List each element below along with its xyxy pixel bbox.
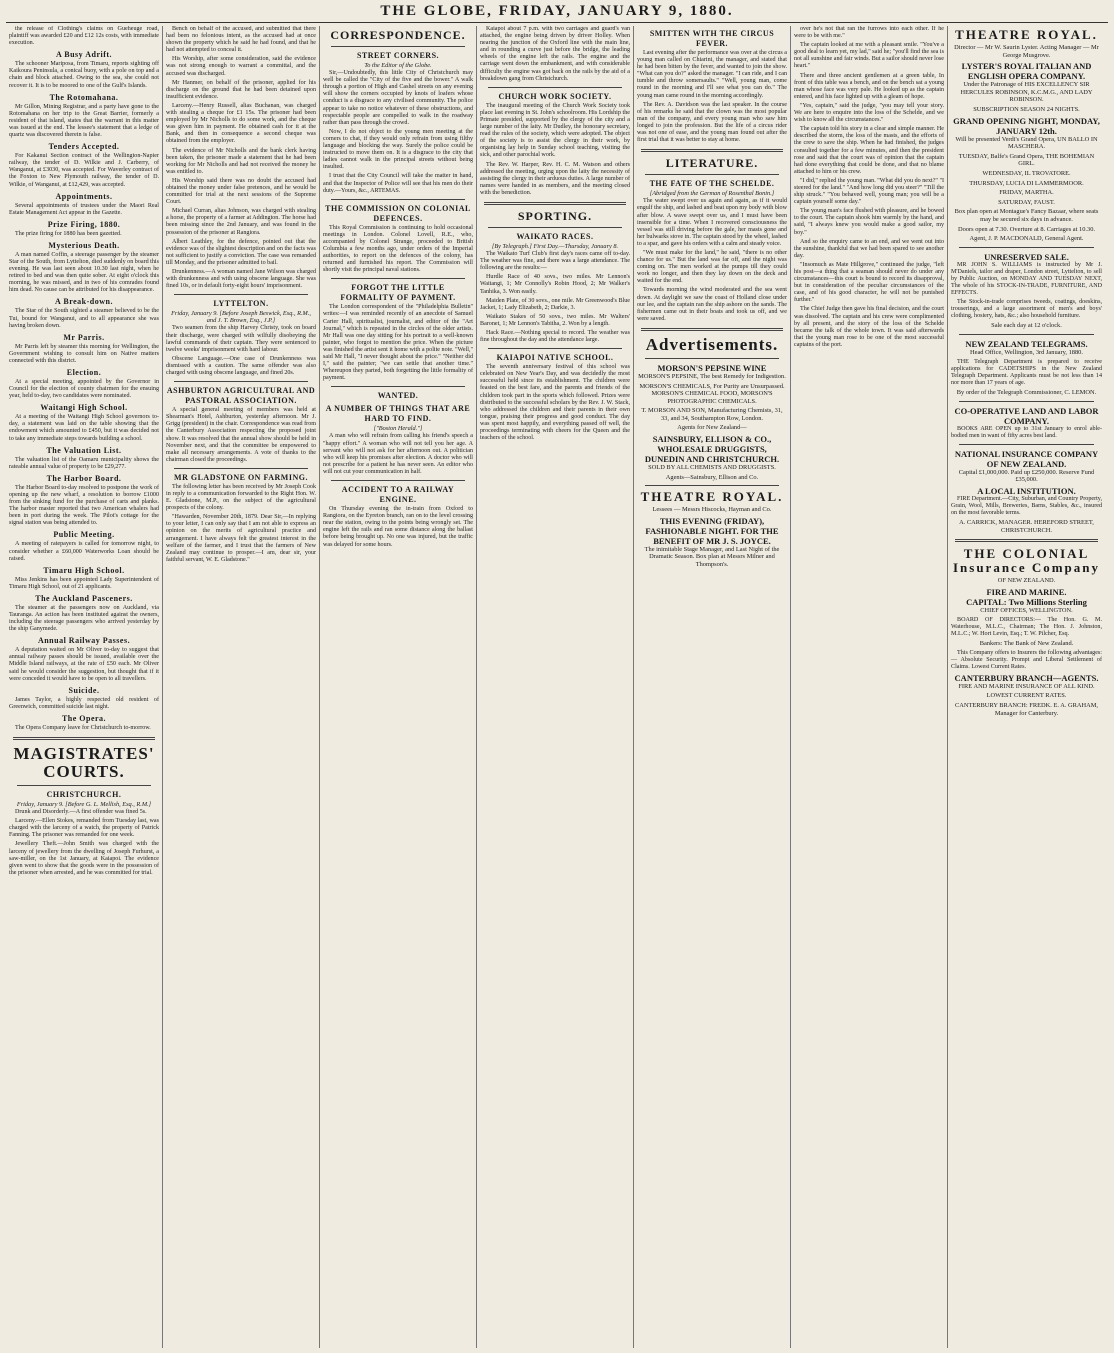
columns <box>6 26 1108 1348</box>
ad-title: UNRESERVED SALE. <box>984 251 1069 262</box>
article-text: A man named Coffin, a steerage passenger by the steamer Star of the South, from Lyttelton, died suddenly on board this evening. He was last seen about 10.30 last night, when he retired to bed and was then quite sober. At eight o'clock this morning, he was missed, and in two of his comrades found him dead. No cause can be attributed for his disappearance. <box>9 251 159 294</box>
ad-text: TUESDAY, Balfe's Grand Opera, THE BOHEMIAN GIRL. <box>958 152 1095 168</box>
article-heading: Mr Parris. <box>63 332 105 342</box>
divider <box>174 381 308 382</box>
article-heading: Election. <box>66 368 102 377</box>
article-text: The Opera Company leave for Christchurch to-morrow. <box>15 724 151 731</box>
divider <box>174 468 308 469</box>
article-text: The captain looked at me with a pleasant smile. "You've a good deal to learn yet, my lad," said he; "you'll find the sea is not all sunshine and fair winds. But a sailor should never lose heart." <box>794 42 944 70</box>
article-text: Sir,—Undoubtedly, this little City of Christchurch may well be called the "City of the five and the bower." A walk through a portion of High and Cashel streets on any evening will show the corners occupied by knots of loafers whose conduct is a disgrace to any civilised community. The police appear to take no notice whatever of these obstructions, and respectable people are compelled to walk in the roadway rather than pass through the crowd. <box>323 70 473 126</box>
ad-text: THE Telegraph Department is prepared to receive applications for CADETSHIPS in the New Zealand Telegraph Department. Applicants must be not less than 14 nor more than 17 years of age. <box>951 358 1102 386</box>
divider <box>959 247 1094 248</box>
article-text: On Thursday evening the in-train from Oxford to Rangiora, on the Eyreton branch, ran on to the level crossing near the station, owing to the points being wrongly set. The engine left the rails and ran some distance along the ballast before being brought up. No one was injured, but the traffic was delayed for some hours. <box>323 506 473 548</box>
article-text: the release of Clothing's claims on Gueheuge road, plaintiff was awarded £20 and £12 12s costs, with immediate execution. <box>9 26 159 47</box>
article-text: Michael Curran, alias Johnson, was charged with stealing a horse, the property of a farmer at Addington. The horse had been missing since the 2nd January, and was found in the possession of the prisoner at Rangiora. <box>166 208 316 236</box>
article-heading: WANTED. <box>377 391 419 401</box>
divider <box>331 199 465 200</box>
ad-text: SUBSCRIPTION SEASON 24 NIGHTS. <box>973 105 1080 113</box>
article-text: Maiden Plate, of 30 sovs., one mile. Mr Greenwood's Blue Jacket, 1; Lady Elizabeth, 2; Darkie, 3. <box>480 297 630 311</box>
ad-title: MORSON'S PEPSINE WINE <box>657 362 767 373</box>
article-text: Hurdle Race of 40 sovs., two miles. Mr Lennon's Waitangi, 1; Mr Connolly's Robin Hood, 2; Mr Walker's Tanhika, 3. Won easily. <box>480 274 630 295</box>
article-text: Kaiapoi about 7 p.m. with two carriages and guard's van attached, the engine being driven by driver Holley. When nearing the junction of the Oxford line with the main line, and in rounding a curve just before the bridge, the leading wheels of the engine left the rails. The engine and the carriage went down the embankment, and with considerable difficulty the engine was got back on the rails by the aid of a breakdown gang from Christchurch. <box>480 26 630 82</box>
article-text: The Rev. A. Davidson was the last speaker. In the course of his remarks he said that the clown was the most popular man of the company, and every young man who saw him longed to join the profession. But the life of a circus rider was not one of ease, and the young man found out after the first trial that it was better to stay at home. <box>637 101 787 144</box>
article-text: Mr Parris left by steamer this morning for Wellington, the Government wishing to consult him on Native matters connected with this district. <box>9 343 159 364</box>
article-text: Obscene Language.—One case of Drunkenness was dismissed with a caution. The same offender was also charged with using obscene language, and fined 20s. <box>166 355 316 377</box>
article-text: Now, I do not object to the young men meeting at the corners to chat, if they would only refrain from using filthy language and blocking the way. Surely the police could be instructed to move them on. It is a disgrace to the city that ladies cannot walk in the principal streets without being insulted. <box>323 128 473 171</box>
article-heading: Public Meeting. <box>53 530 115 540</box>
divider <box>174 294 308 295</box>
divider <box>959 444 1094 445</box>
divider <box>488 227 622 228</box>
article-heading: THE FATE OF THE SCHELDE. <box>649 179 775 189</box>
article-text: Drunkenness.—A woman named Jane Wilson was charged with drunkenness and with using obscene language. She was fined 10s, or in default forty-eight hours' imprisonment. <box>166 269 316 290</box>
section-divider <box>641 328 783 331</box>
ad-text: Director — Mr W. Saurin Lyster. Acting Manager — Mr George Musgrove. <box>954 44 1099 59</box>
article-text: This Royal Commission is continuing to hold occasional meetings in London. Colonel Lovell, R.E., who, accompanied by Colonel Strange, proceeded to British Columbia a few months ago, under orders of the Imperial authorities, to report on the defences of the colony, has returned and furnished his report. The Commission will shortly visit the principal naval stations. <box>323 224 473 274</box>
article-text: The water swept over us again and again, as if it would engulf the ship, and lashed and beat upon my body with blow after blow. A wave swept over us, and I must have been insensible for a time. When I recovered consciousness the vessel was still driving before the gale, her masts gone and her bulwarks stove in. The captain stood by the wheel, lashed to a spar, and gave his orders with a calm and steady voice. <box>637 198 787 247</box>
article-subheading: [By Telegraph.] First Day.—Thursday, January 8. <box>491 242 619 250</box>
article-text: The Waikato Turf Club's first day's races came off to-day. The weather was fine, and there was a large attendance. The following are the results:— <box>480 251 630 272</box>
ad-text: Sale each day at 12 o'clock. <box>991 322 1062 330</box>
article-text: Several appointments of trustees under the Maori Real Estate Management Act appear in the Gazette. <box>9 202 159 216</box>
ad-text: This Company offers to Insurers the following advantages:— Absolute Security. Prompt and Liberal Settlement of Claims. Lowest Current Rates. <box>951 649 1102 670</box>
article-subheading: To the Editor of the Globe. <box>364 62 432 69</box>
column-1 <box>6 26 163 1348</box>
divider <box>331 386 465 387</box>
divider <box>959 401 1094 402</box>
article-text: The prize firing for 1880 has been gazetted. <box>15 230 122 237</box>
article-heading: STREET CORNERS. <box>356 51 440 60</box>
ad-text: OF NEW ZEALAND. <box>997 577 1056 585</box>
article-text: Larceny.—Henry Russell, alias Buchanan, was charged with stealing a cheque for £1 15s. The prisoner had been employed by Mr Nicholls to do some work, and the cheque was given him in payment. He obtained cash for it at the Bank, and then in consequence a second cheque was obtained from the employer. <box>166 102 316 145</box>
article-heading: The Valuation List. <box>46 445 122 455</box>
ad-title: THIS EVENING (FRIDAY), FASHIONABLE NIGHT. FOR THE BENEFIT OF MR J. S. JOYCE. <box>645 515 779 546</box>
section-heading: Advertisements. <box>645 334 779 354</box>
divider <box>488 348 622 349</box>
article-text: The inaugural meeting of the Church Work Society took place last evening in St. John's schoolroom. His Lordship the Primate presided, supported by the clergy of the city and a large number of the laity. Mr Dudley, the honorary secretary, read the rules of the society, which were adopted. The object of the society is to assist the clergy in their work, by organising lay help in Sunday school teaching, visiting the sick, and other parochial work. <box>480 102 630 159</box>
column-2 <box>163 26 320 1348</box>
column-3 <box>320 26 477 1348</box>
article-text: The young man's face flushed with pleasure, and he bowed to the court. The captain shook him warmly by the hand, and said, "I always knew you would make a good sailor, my boy." <box>794 208 944 236</box>
article-text: A meeting of ratepayers is called for tomorrow night, to consider whether a £60,000 Waterworks Loan should be raised. <box>9 541 159 562</box>
ad-text: BOARD OF DIRECTORS:— The Hon. G. M. Waterhouse, M.L.C., Chairman; The Hon. J. Johnston, M.L.C.; W. Hort Levin, Esq.; T. W. Pilcher, Esq. <box>951 616 1102 637</box>
article-heading: CHRISTCHURCH. <box>46 790 122 799</box>
column-4 <box>477 26 634 1348</box>
article-text: Miss Jenkins has been appointed Lady Superintendent of Timaru High School, out of 21 applicants. <box>9 576 159 590</box>
article-text: At a meeting of the Waitangi High School governors to-day, a statement was laid on the table showing that the endowment which amounted to £450, but it was decided not to take any immediate steps towards building a school. <box>9 414 159 442</box>
ad-text: SATURDAY, FAUST. <box>998 198 1055 206</box>
article-text: There and three ancient gentlemen at a green table, In front of this table was a bench, and on the bench sat a young man whose face was very pale. He looked up as the captain entered, and his face lighted up with a gleam of hope. <box>794 72 944 100</box>
article-text: over he's not that ran the furrows into each other. If he were to be with me." <box>794 26 944 40</box>
article-heading: Annual Railway Passes. <box>37 636 131 646</box>
ad-title: A LOCAL INSTITUTION. <box>977 485 1076 496</box>
section-heading: CORRESPONDENCE. <box>330 28 466 42</box>
article-heading: A Break-down. <box>55 297 113 307</box>
article-text: The evidence of Mr Nicholls and the bank clerk having been taken, the prisoner made a statement that he had been working for Mr Nicholls and had not received the money he was entitled to. <box>166 147 316 175</box>
article-heading: The Rotomahana. <box>49 92 119 102</box>
article-heading: Prize Firing, 1880. <box>47 219 121 229</box>
article-text: Two seamen from the ship Harvey Christy, took on board their discharge, were charged with wilfully disobeying the lawful commands of their captain. They were sentenced to twelve weeks' imprisonment with hard labour. <box>166 325 316 353</box>
ad-text: WEDNESDAY, IL TROVATORE. <box>982 169 1071 177</box>
column-6 <box>791 26 948 1348</box>
article-heading: The Opera. <box>61 713 107 723</box>
divider <box>17 785 151 786</box>
ad-title: CO-OPERATIVE LAND AND LABOR COMPANY. <box>954 405 1099 426</box>
article-heading: FORGOT THE LITTLE FORMALITY OF PAYMENT. <box>340 283 456 303</box>
article-text: Bench on behalf of the accused, and submitted that there had been no felonious intent, as the accused had at once shown the property which he said he had found, and that he had not attempted to conceal it. <box>166 26 316 54</box>
ad-title: THEATRE ROYAL. <box>640 489 784 505</box>
article-subheading: Friday, January 9. [Before Joseph Beswick, Esq., R.M., and J. T. Brown, Esq., J.P.] <box>171 310 311 325</box>
ad-title: GRAND OPENING NIGHT, MONDAY, JANUARY 12th. <box>953 115 1100 136</box>
ad-title: CANTERBURY BRANCH—AGENTS. <box>954 672 1099 683</box>
ad-text: Will be presented Verdi's Grand Opera, UN BALLO IN MASCHERA. <box>955 135 1098 151</box>
ad-text: Lessees — Messrs Hiscocks, Hayman and Co. <box>652 506 772 514</box>
article-heading: Suicide. <box>68 685 100 695</box>
ad-text: Doors open at 7.30. Overture at 8. Carriages at 10.30. <box>957 225 1095 233</box>
ad-text: Head Office, Wellington, 3rd January, 1880. <box>970 349 1083 357</box>
article-text: Towards morning the wind moderated and the sea went down. At daylight we saw the coast of Holland close under our lee, and the captain ran the ship ashore on the sands. The fishermen came out in their boats and took us off, and we were saved. <box>637 287 787 322</box>
ad-text: Agents—Sainsbury, Ellison and Co. <box>665 473 759 481</box>
ad-text: BOOKS ARE OPEN up to 31st January to enrol able-bodied men in want of fifty acres best land. <box>951 425 1102 439</box>
ad-title: CAPITAL: Two Millions Sterling <box>966 597 1087 608</box>
ad-text: MR JOHN S. WILLIAMS is instructed by Mr J. M'Daniels, tailor and draper, London street, Lyttelton, to sell by Public Auction, on MONDAY AND TUESDAY NEXT, The whole of his STOCK-IN-TRADE, FURNITURE, AND EFFECTS. <box>951 261 1102 297</box>
article-text: "Yes, captain," said the judge, "you may tell your story. We are here to enquire into the loss of the Schelde, and we wish to know all the circumstances." <box>794 102 944 124</box>
ad-text: Capital £1,000,000. Paid up £250,000. Reserve Fund £35,000. <box>958 468 1095 484</box>
article-heading: MR GLADSTONE ON FARMING. <box>174 472 308 482</box>
article-heading: SMITTEN WITH THE CIRCUS FEVER. <box>649 29 775 48</box>
article-text: Last evening after the performance was over at the circus a young man called on Chiarini, the manager, and stated that he had been bitten by the fever, and wanted to join the show. "What can you do?" asked the manager. "I can ride, and I can tumble and throw somersaults." "Well, young man, come round in the morning and I'll see what you can do." The young man came round in the morning accordingly. <box>637 50 787 99</box>
divider <box>959 334 1094 335</box>
article-text: Drunk and Disorderly.—A first offender was fined 5s. <box>15 809 147 816</box>
ad-text: CHIEF OFFICES, WELLINGTON. <box>980 607 1073 615</box>
article-text: The schooner Mariposa, from Timaru, reports sighting off Kaikoura Peninsula, a conical buoy, with a pole on top and a chain and block attached. Owing to the sea, she could not recover it. It is to be moored to one of the Gulf's Islands. <box>9 61 159 89</box>
ad-text: MORSON'S PEPSINE, The best Remedy for Indigestion. <box>638 372 786 380</box>
article-text: Mr Gillon, Mining Registrar, and a party have gone to the Rotomahana on her trip to the Great Barrier, formerly a resident of that island, states that the warrant in this matter was issued at the end. The lessee's statement that a ledge of quartz was discovered therein is false. <box>9 103 159 139</box>
article-text: The seventh anniversary festival of this school was celebrated on New Year's Day, and was decidedly the most successful held since its establishment. The children were feasted on the best fare, and the parents and friends of the children took part in the sports which followed. Prizes were distributed to the successful scholars by the Rev. J. W. Stack, who addressed the children and their parents in their own tongue, praising their progress and good conduct. The day was spent most happily, and everything passed off well, the proceedings terminating with cheers for the Queen and the teachers of the school. <box>480 364 630 442</box>
ad-text: FRIDAY, MARTHA. <box>999 189 1054 197</box>
article-heading: KAIAPOI NATIVE SCHOOL. <box>496 353 614 363</box>
article-text: Albert Leathley, for the defence, pointed out that the evidence was of the slightest description and on the facts was not sufficient to justify a conviction. The case was remanded till Monday, and the prisoner admitted to bail. <box>166 238 316 266</box>
ad-text: FIRE AND MARINE INSURANCE OF ALL KIND. <box>958 682 1095 690</box>
ad-title: FIRE AND MARINE. <box>986 587 1067 598</box>
article-heading: Waitangi High School. <box>40 403 128 413</box>
article-heading: ASHBURTON AGRICULTURAL AND PASTORAL ASSOCIATION. <box>166 386 316 406</box>
ad-text: MORSON'S CHEMICALS, For Purity are Unsurpassed. MORSON'S CHEMICAL FOOD, MORSON'S PHOTOGRAPHIC CHEMICALS. <box>639 382 785 405</box>
article-text: Waikato Stakes of 50 sovs., two miles. Mr Walters' Baronet, 1; Mr Lennon's Tabitha, 2. Won by a length. <box>480 313 630 327</box>
article-heading: Appointments. <box>55 191 113 201</box>
section-heading: LITERATURE. <box>665 156 759 171</box>
ad-title: NEW ZEALAND TELEGRAMS. <box>965 339 1088 350</box>
ad-text: T. MORSON AND SON, Manufacturing Chemists, 31, 33, and 34, Southampton Row, London. <box>641 407 783 422</box>
ad-text: FIRE Department.—City, Suburban, and Country Property, Grain, Wool, Mills, Breweries, Barns, Stables, &c., insured on the most favorable terms. <box>951 495 1102 517</box>
divider <box>331 278 465 279</box>
article-heading: Mysterious Death. <box>48 240 120 250</box>
article-heading: A NUMBER OF THINGS THAT ARE HARD TO FIND. <box>325 404 471 424</box>
divider <box>331 46 465 47</box>
section-divider <box>955 539 1098 542</box>
article-text: The Harbor Board to-day resolved to postpone the work of opening up the new wharf, a resolution to borrow £1000 from the sinking fund for the purchase of carts and planks. The harbor master reported that two American whalers had been in port during the week. The Pilot's cottage for the signal station was being attended to. <box>9 484 159 527</box>
article-text: A deputation waited on Mr Oliver to-day to suggest that annual railway passes should be issued, available over the Middle Island railways, at the rate of £50 each. Mr Oliver said he would consider the suggestion, but thought that if it were conceded it would have to be open to all travellers. <box>9 647 159 682</box>
ad-text: The inimitable Stage Manager, and Last Night of the Dramatic Season. Box plan at Messrs Milner and Thompson's. <box>644 545 780 569</box>
divider <box>645 174 779 175</box>
ad-title: THE COLONIAL Insurance Company <box>952 546 1101 576</box>
ad-title: SAINSBURY, ELLISON & CO., WHOLESALE DRUGGISTS, DUNEDIN AND CHRISTCHURCH. <box>644 434 780 465</box>
section-heading: MAGISTRATES' COURTS. <box>13 744 155 781</box>
ad-title: NATIONAL INSURANCE COMPANY OF NEW ZEALAND. <box>954 448 1099 469</box>
article-text: A special general meeting of members was held at Shearman's Hotel, Ashburton, yesterday afternoon. Mr J. Grigg (president) in the chair. Correspondence was read from the Canterbury Association respecting the proposed joint show. It was resolved that the annual show should be held in November next, and that the committee be empowered to make all necessary arrangements. A vote of thanks to the chairman closed the proceedings. <box>166 407 316 463</box>
article-text: For Kakanui Section contract of the Wellington-Napier railway, the tender of D. Wilkie and J. Carberry, of Wanganui, at £3030, was accepted. For Waverley contract of the Foxton to New Plymouth railway, the tender of D. Wilkie, of Wanganui, at £12,429, was accepted. <box>9 153 159 188</box>
article-text: The Chief Judge then gave his final decision, and the court was dissolved. The captain and his crew were complimented by all present, and the story of the loss of the Schelde became the talk of the whole town. It was said afterwards that the young man rose to be one of the most successful captains of the port. <box>794 306 944 348</box>
article-text: "I did," replied the young man. "What did you do next?" "I steered for the land." "And how long did you steer?" "Till the ship struck." "You behaved well, young man; you will be a captain yourself some day." <box>794 177 944 206</box>
article-text: His Worship said there was no doubt the accused had obtained the money under false pretences, and he would be committed for trial at the next sessions of the Supreme Court. <box>166 177 316 206</box>
article-heading: The Harbor Board. <box>46 473 122 483</box>
ad-text: CANTERBURY BRANCH: FREDK. E. A. GRAHAM, Manager for Canterbury. <box>954 701 1099 717</box>
article-text: The valuation list of the Oamaru municipality shows the rateable annual value of property to be £29,277. <box>9 456 159 470</box>
ad-title: THEATRE ROYAL. <box>955 27 1098 42</box>
article-text: Larceny.—Ellen Stokes, remanded from Tuesday last, was charged with the larceny of a watch, the property of Patrick Fanning. The prisoner was remanded for one week. <box>9 818 159 839</box>
article-heading: WAIKATO RACES. <box>516 231 594 241</box>
article-text: Mr Hanmer, on behalf of the prisoner, applied for his discharge on the ground that he had been detained upon insufficient evidence. <box>166 79 316 100</box>
article-text: "Hawarden, November 20th, 1879. Dear Sir,—In replying to your letter, I can only say that I am not able to express an opinion on the merits of agricultural practice and arrangement. I have always felt the greatest interest in the welfare of the farmer, and I trust that the farmers of New Zealand may continue to prosper.—I am, dear sir, your faithful servant, W. E. Gladstone." <box>166 514 316 563</box>
article-subheading: ["Boston Herald."] <box>373 425 423 433</box>
article-text: The steamer at the passengers now on Auckland, via Tauranga. An action has been instituted against the owners, including the steerage passengers who arrived yesterday by the ship Ganymede. <box>9 604 159 633</box>
article-text: And so the enquiry came to an end, and we went out into the sunshine, thankful that we had been spared to see another day. <box>794 238 944 259</box>
article-text: "We must make for the land," he said, "there is no other chance for us." But the land was far off, and the night was coming on. The men worked at the pumps till they could work no longer, and then they lay down on the deck and waited for the end. <box>637 249 787 285</box>
ad-text: Bankers: The Bank of New Zealand. <box>979 639 1074 647</box>
section-divider <box>484 202 626 205</box>
masthead: THE GLOBE, FRIDAY, JANUARY 9, 1880. <box>380 3 734 19</box>
ad-text: A. CARRICK, MANAGER. HEREFORD STREET, CHRISTCHURCH. <box>959 519 1094 534</box>
ad-text: SOLD BY ALL CHEMISTS AND DRUGGISTS. <box>648 464 776 472</box>
article-heading: ACCIDENT TO A RAILWAY ENGINE. <box>341 485 455 505</box>
article-text: The captain told his story in a clear and simple manner. He described the storm, the loss of the masts, and the efforts of the crew to save the ship. When he had finished, the judges consulted together for a few minutes, and then the president rose and said that the court was of opinion that the captain had done everything that could be done, and that no blame attached to him or his crew. <box>794 126 944 175</box>
article-text: I trust that the City Council will take the matter in hand, and that the Inspector of Police will see that his men do their duty.—Yours, &c., ARTEMAS. <box>323 173 473 194</box>
article-subheading: Friday, January 9. [Before G. L. Mellish, Esq., R.M.] <box>16 801 152 808</box>
ad-text: The Stock-in-trade comprises tweeds, coatings, doeskins, trouserings, and a large assortment of men's and boys' clothing, hosiery, hats, &c.; also household furniture. <box>951 299 1102 320</box>
masthead-rule <box>6 22 1108 23</box>
ad-text: LOWEST CURRENT RATES. <box>986 692 1067 700</box>
article-heading: The Auckland Pasceners. <box>35 593 133 603</box>
ad-text: Box plan open at Montague's Fancy Bazaar, where seats may be secured six days in advance. <box>954 208 1099 223</box>
article-text: His Worship, after some consideration, said the evidence was not strong enough to warrant a committal, and the accused was discharged. <box>166 56 316 77</box>
article-text: Hack Race.—Nothing special to record. The weather was fine throughout the day and the attendance large. <box>480 330 630 344</box>
article-text: The Rev. W. Harper, Rev. H. C. M. Watson and others addressed the meeting, urging upon the laity the necessity of assisting the clergy in their arduous duties. A large number of names were handed in as members, and the meeting closed with the benediction. <box>480 161 630 196</box>
section-divider <box>13 737 155 740</box>
article-heading: LYTTELTON. <box>213 299 269 309</box>
article-text: A man who will refrain from calling his friend's speech a "happy effort." A woman who will not tell you her age. A servant who will not ask for her afternoon out. A politician who will keep his promises after election. A doctor who will not prescribe for a patient he has never seen. An editor who will not cut your communication in half. <box>323 433 473 475</box>
ad-text: Agent, J. P. MACDONALD, General Agent. <box>969 235 1084 243</box>
divider <box>488 87 622 88</box>
column-5 <box>634 26 791 1348</box>
article-heading: Tenders Accepted. <box>48 142 120 152</box>
ad-title: LYSTER'S ROYAL ITALIAN AND ENGLISH OPERA COMPANY. <box>961 61 1092 82</box>
divider <box>645 485 779 486</box>
article-text: The following letter has been received by Mr Joseph Cook in reply to a communication forwarded to the Right Hon. W. E. Gladstone, M.P., on the subject of the agricultural prospects of the colony. <box>166 483 316 512</box>
article-text: At a special meeting, appointed by the Governor in Council for the election of county chairmen for the ensuing year, held to-day, two candidates were nominated. <box>9 379 159 400</box>
article-text: "Insomuch as Mate Hillgrove," continued the judge, "left his post—a thing that a seaman should never do under any circumstances—this court is bound to record its disapproval, but in consideration of the peculiar circumstances of the case, and of his good character, he will not be punished further." <box>794 261 944 304</box>
ad-text: By order of the Telegraph Commissioner, C. LEMON. <box>956 389 1097 396</box>
article-text: James Taylor, a highly respected old resident of Greenwich, committed suicide last night. <box>9 696 159 710</box>
article-heading: THE COMMISSION ON COLONIAL DEFENCES. <box>325 203 471 223</box>
ad-text: THURSDAY, LUCIA DI LAMMERMOOR. <box>969 179 1084 187</box>
ad-text: Under the Patronage of HIS EXCELLENCY SIR HERCULES ROBINSON, K.C.M.G., AND LADY ROBINSON. <box>960 81 1093 104</box>
article-subheading: [Abridged from the German of Rosenthal Bonin.] <box>649 190 775 198</box>
section-heading: SPORTING. <box>517 208 593 223</box>
article-text: Jewellery Theft.—John Smith was charged with the larceny of jewellery from the dwelling of Joseph Furhurst, a saw-miller, on the 1st January, at Kaiapoi. The evidence given went to show that the goods were in the possession of the prisoner when arrested, and he was committed for trial. <box>9 841 159 876</box>
article-text: The London correspondent of the "Philadelphia Bulletin" writes:—I was reminded recently of an anecdote of Samuel Carter Hall, spiritualist, journalist, and editor of the "Art Journal," which is repeated in the circles of the older artists. Mr Hall was one day sitting for his portrait to a well-known painter, who forgot to mention the price. When the picture was finished the artist sent it home with a polite note. "Well," said Mr Hall, "I never thought about the price." "Neither did I," said the painter; "we can settle that another time." Whereupon they parted, both forgetting the little formality of payment. <box>323 304 473 382</box>
section-divider <box>641 149 783 152</box>
column-7 <box>948 26 1105 1348</box>
article-heading: A Busy Adrift. <box>55 50 113 60</box>
ad-text: Agents for New Zealand— <box>677 424 747 432</box>
article-heading: Timaru High School. <box>43 565 125 575</box>
article-text: The Star of the South sighted a steamer believed to be the Tui, bound for Wanganui, and to all appearance she was having broken down. <box>9 308 159 329</box>
divider <box>645 358 779 359</box>
divider <box>331 480 465 481</box>
article-heading: CHURCH WORK SOCIETY. <box>498 91 612 101</box>
